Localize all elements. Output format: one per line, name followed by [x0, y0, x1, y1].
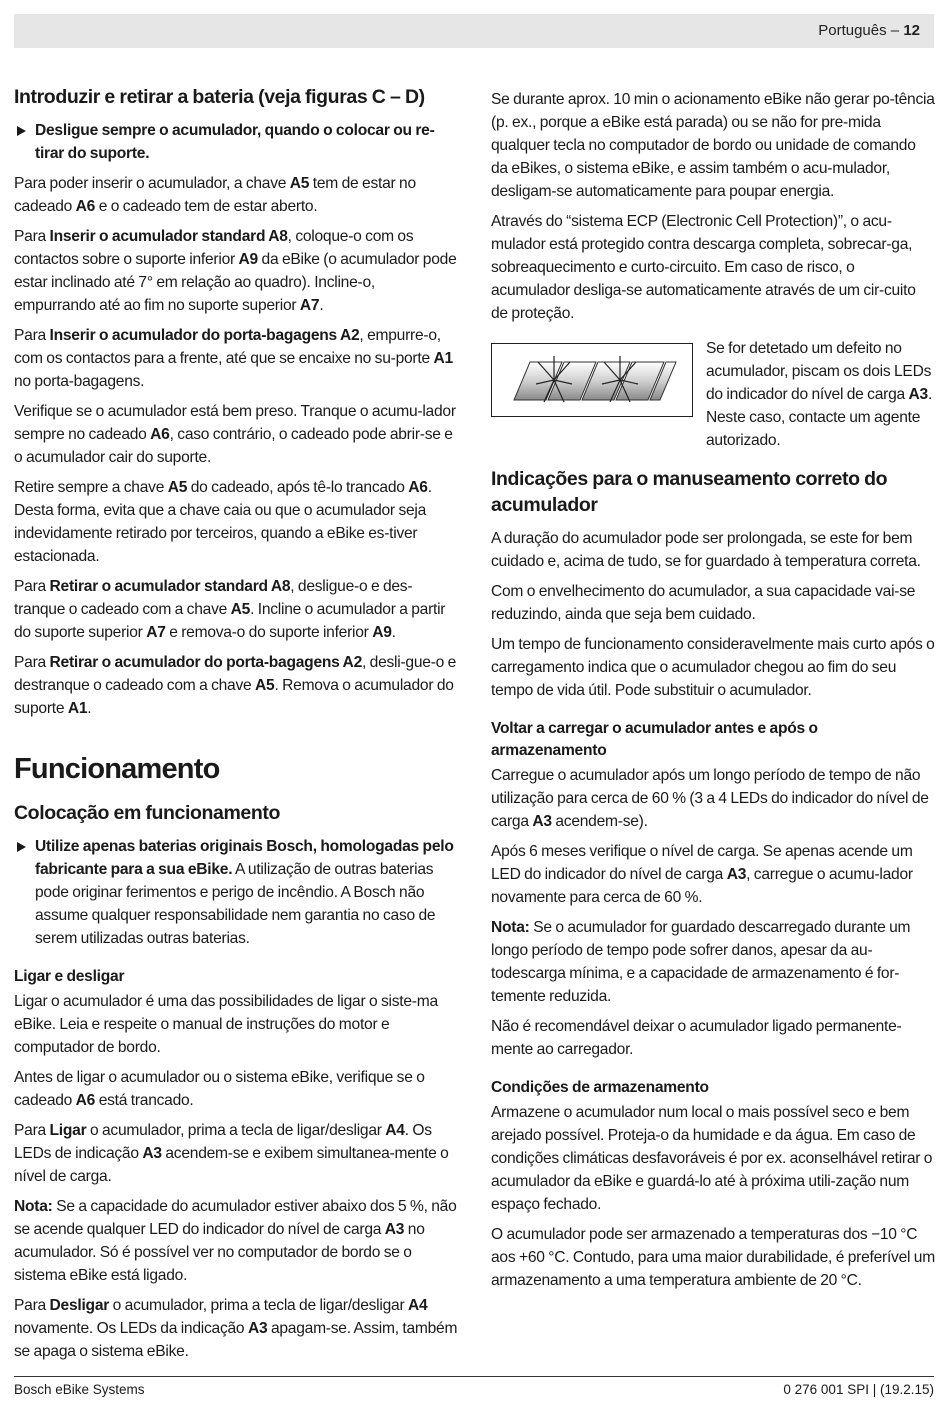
- subsection-title-storage: Condições de armazenamento: [491, 1079, 709, 1096]
- paragraph: Antes de ligar o acumulador ou o sistema eBike, verifique se o cadeado A6 está trancado.: [14, 1069, 425, 1109]
- footer-divider: [14, 1376, 934, 1377]
- note-paragraph: Nota: Se a capacidade do acumulador estiver abaixo dos 5 %, não se acende qualquer LED do indicador do nível de carga A3 no acumulador. Só é possível ver no computador de bordo se o sistema eBike está ligado.: [14, 1198, 457, 1284]
- subsection-title-recharge: Voltar a carregar o acumulador antes e após o armazenamento: [491, 720, 818, 759]
- section-title-handling: Indicações para o manuseamento correto do acumulador: [491, 468, 888, 516]
- note-paragraph: Nota: Se o acumulador for guardado descarregado durante um longo período de tempo pode sofrer danos, apesar da au-todescarga mínima, e a capacidade de armazenamento é for-temente reduzida.: [491, 919, 911, 1005]
- led-defect-text: Se for detetado um defeito no acumulador, piscam os dois LEDs do indicador do nível de carga A3. Neste caso, contacte um agente autorizado.: [706, 340, 933, 449]
- subsection-title-on-off: Ligar e desligar: [14, 968, 125, 985]
- paragraph: Para Inserir o acumulador do porta-bagagens A2, empurre-o, com os contactos para a frente, até que se encaixe no su-porte A1 no porta-bagagens.: [14, 327, 453, 390]
- paragraph: A duração do acumulador pode ser prolongada, se este for bem cuidado e, acima de tudo, se for guardado à temperatura correta.: [491, 530, 921, 570]
- paragraph: Através do “sistema ECP (Electronic Cell Protection)”, o acu-mulador está protegido contra descarga completa, sobrecar-ga, sobreaquecimento e curto-circuito. Em caso de risco, o acumulador desliga-se automaticamente através de um cir-cuito de proteção.: [491, 213, 916, 322]
- paragraph: Verifique se o acumulador está bem preso. Tranque o acumu-lador sempre no cadeado A6, caso contrário, o cadeado pode abrir-se e o acumulador cair do suporte.: [14, 403, 456, 466]
- warning-bullet: [14, 119, 459, 165]
- page-header: [14, 14, 934, 48]
- paragraph: O acumulador pode ser armazenado a temperaturas dos −10 °C aos +60 °C. Contudo, para uma maior durabilidade, é preferível um armazenamento a uma temperatura ambiente de 20 °C.: [491, 1226, 935, 1289]
- footer-doc-id: 0 276 001 SPI | (19.2.15): [783, 1382, 934, 1397]
- chapter-title: Funcionamento: [14, 753, 220, 785]
- header-text: [818, 22, 920, 39]
- led-indicator-illustration: [491, 343, 693, 417]
- led-defect-block: [491, 337, 936, 452]
- paragraph: Para poder inserir o acumulador, a chave A5 tem de estar no cadeado A6 e o cadeado tem de estar aberto.: [14, 175, 416, 215]
- bullet-arrow-icon: [17, 126, 26, 136]
- paragraph: Para Inserir o acumulador standard A8, coloque-o com os contactos sobre o suporte inferior A9 da eBike (o acumulador pode estar inclinado até 7° em relação ao quadro). Incline-o, empurrando até ao fim no suporte superior A7.: [14, 228, 457, 314]
- paragraph: Para Retirar o acumulador do porta-bagagens A2, desli-gue-o e destranque o cadeado com a chave A5. Remova o acumulador do suporte A1.: [14, 654, 457, 717]
- page-number: 12: [903, 22, 920, 39]
- paragraph: Retire sempre a chave A5 do cadeado, após tê-lo trancado A6. Desta forma, evita que a chave caia ou que o acumulador seja indevidamente retirado por terceiros, quando a eBike es-tiver estacionada.: [14, 479, 432, 565]
- paragraph: Após 6 meses verifique o nível de carga. Se apenas acende um LED do indicador do nível de carga A3, carregue o acumu-lador novamente para cerca de 60 %.: [491, 843, 913, 906]
- paragraph: Carregue o acumulador após um longo período de tempo de não utilização para cerca de 60 % (3 a 4 LEDs do indicador do nível de carga A3 acendem-se).: [491, 767, 929, 830]
- bullet-arrow-icon: [17, 842, 26, 852]
- right-column: [491, 88, 936, 1299]
- paragraph: Armazene o acumulador num local o mais possível seco e bem arejado possível. Proteja-o da humidade e da água. Em caso de condições climáticas desfavoráveis é por ex. aconselhável retirar o acumulador da eBike e guardá-lo até à próxima utili-zação num espaço fechado.: [491, 1104, 933, 1213]
- paragraph: Se durante aprox. 10 min o acionamento eBike não gerar po-tência (p. ex., porque a eBike está parada) ou se não for pre-mida qualquer tecla no computador de bordo ou unidade de comando da eBikes, o sistema eBike, e assim também o acu-mulador, desligam-se automaticamente para poupar energia.: [491, 91, 935, 200]
- header-separator: –: [886, 22, 904, 39]
- warning-bullet: Utilize apenas baterias originais Bosch, homologadas pelo fabricante para a sua eBike. A utilização de outras baterias pode originar ferimentos e perigo de incêndio. A Bosch não assume qualquer responsabilidade nem garantia no caso de serem utilizadas outras baterias.: [14, 835, 459, 950]
- section-title-insert-remove: Introduzir e retirar a bateria (veja figuras C – D): [14, 86, 425, 108]
- paragraph: Ligar o acumulador é uma das possibilidades de ligar o siste-ma eBike. Leia e respeite o manual de instruções do motor e computador de bordo.: [14, 993, 438, 1056]
- paragraph: Para Desligar o acumulador, prima a tecla de ligar/desligar A4 novamente. Os LEDs da indicação A3 apagam-se. Assim, também se apaga o sistema eBike.: [14, 1297, 458, 1360]
- header-language: Português: [818, 22, 887, 39]
- paragraph: Um tempo de funcionamento consideravelmente mais curto após o carregamento indica que o acumulador chegou ao fim do seu tempo de vida útil. Pode substituir o acumulador.: [491, 636, 935, 699]
- blinking-leds-icon: [492, 344, 692, 416]
- paragraph: Para Ligar o acumulador, prima a tecla de ligar/desligar A4. Os LEDs de indicação A3 acendem-se e exibem simultanea-mente o nível de carga.: [14, 1122, 449, 1185]
- footer-publisher: Bosch eBike Systems: [14, 1382, 145, 1397]
- section-title-startup: Colocação em funcionamento: [14, 802, 280, 824]
- left-column: [14, 84, 459, 1370]
- bullet-text: Desligue sempre o acumulador, quando o colocar ou re-tirar do suporte.: [35, 122, 435, 162]
- paragraph: Não é recomendável deixar o acumulador ligado permanente-mente ao carregador.: [491, 1018, 902, 1058]
- paragraph: Com o envelhecimento do acumulador, a sua capacidade vai-se reduzindo, ainda que seja bem cuidado.: [491, 583, 916, 623]
- paragraph: Para Retirar o acumulador standard A8, desligue-o e des-tranque o cadeado com a chave A5. Incline o acumulador a partir do suporte superior A7 e remova-o do suporte inferior A9.: [14, 578, 446, 641]
